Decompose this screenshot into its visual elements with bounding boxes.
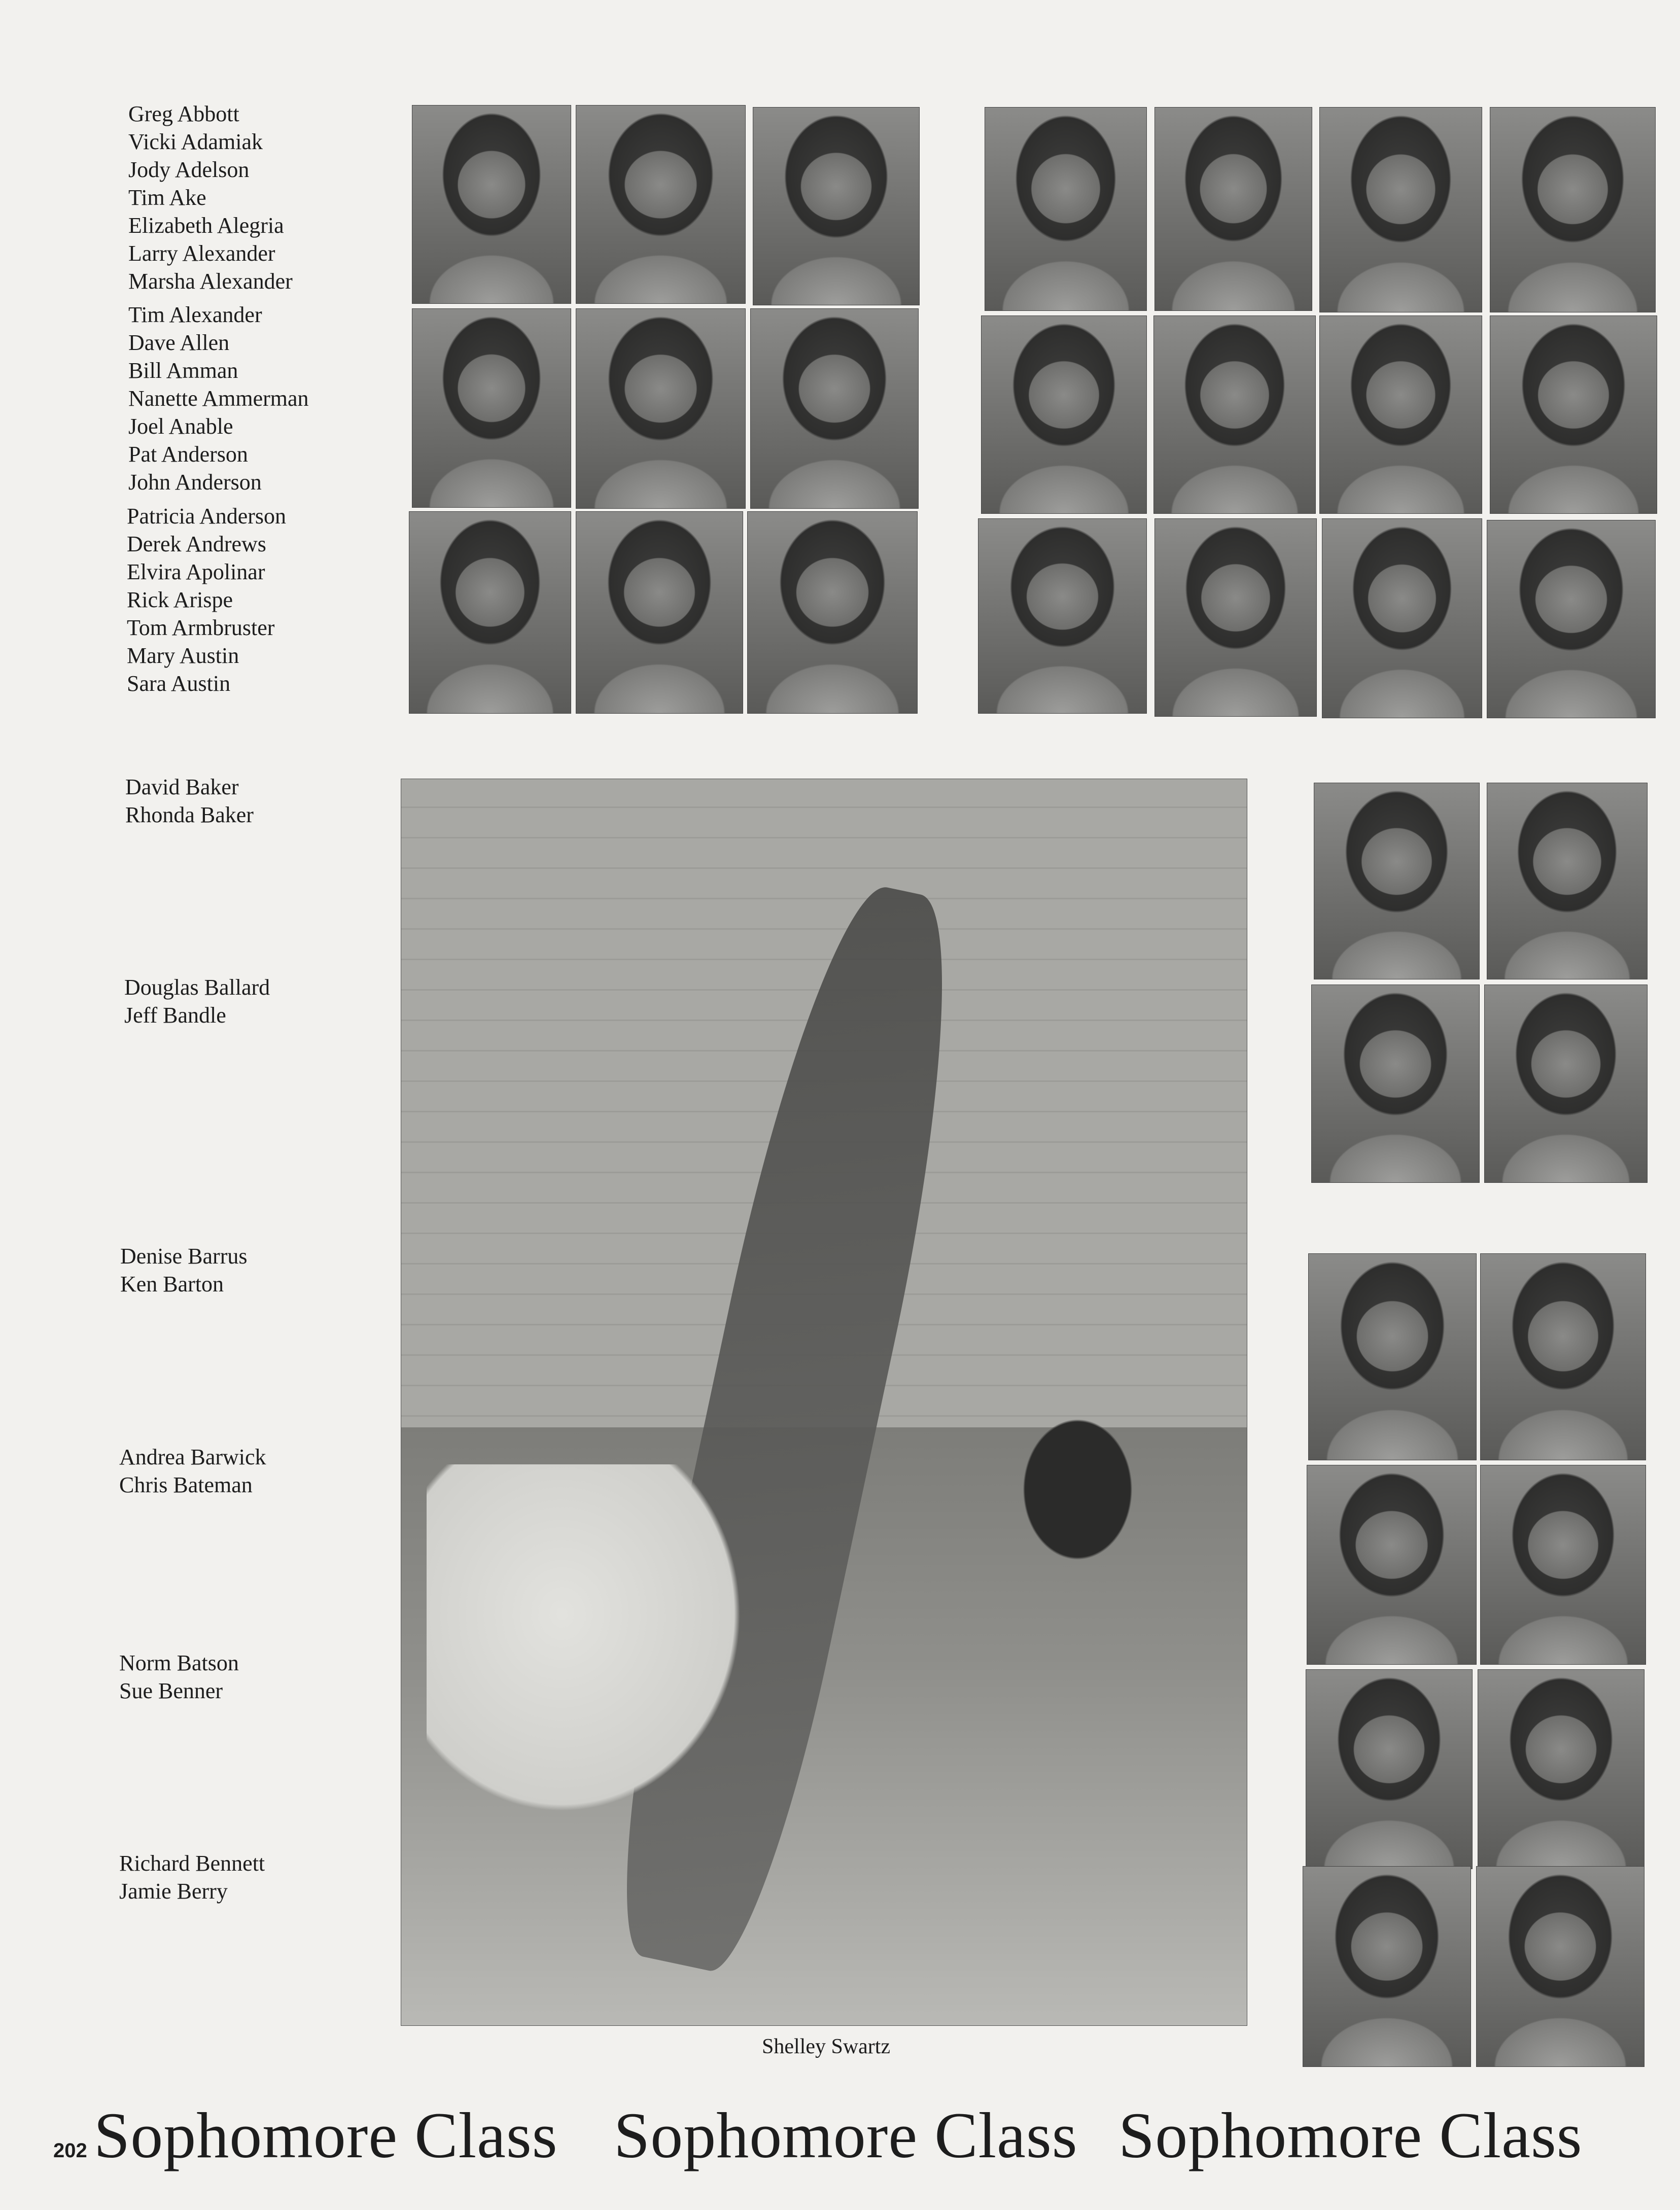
student-portrait (409, 511, 571, 714)
student-portrait (1480, 1253, 1646, 1460)
student-name: Denise Barrus (120, 1244, 248, 1269)
student-portrait (1490, 315, 1657, 514)
name-list-group-1 (128, 100, 293, 295)
section-title: Sophomore Class (1118, 2099, 1583, 2171)
student-name: Mary Austin (127, 643, 239, 668)
student-portrait (1487, 520, 1656, 718)
section-title: Sophomore Class (614, 2099, 1078, 2171)
student-name: Douglas Ballard (124, 975, 270, 1000)
student-portrait (1476, 1866, 1644, 2067)
student-name: Nanette Ammerman (128, 386, 309, 411)
student-portrait (1314, 783, 1480, 979)
student-portrait (576, 308, 746, 509)
student-portrait (1311, 985, 1480, 1183)
student-portrait (1154, 107, 1312, 311)
student-portrait (1303, 1866, 1471, 2067)
student-name: David Baker (125, 775, 239, 799)
student-name: John Anderson (128, 470, 262, 495)
student-name: Chris Bateman (119, 1472, 253, 1497)
student-portrait (576, 105, 746, 304)
name-list-group-3 (127, 502, 286, 697)
student-name: Richard Bennett (119, 1851, 265, 1876)
student-portrait (978, 518, 1147, 714)
student-portrait (1306, 1669, 1473, 1869)
name-list-group-6 (120, 1242, 248, 1298)
student-portrait (1478, 1669, 1644, 1869)
gymnast-leg (427, 1464, 765, 1838)
student-portrait (981, 315, 1147, 514)
student-name: Andrea Barwick (119, 1445, 266, 1469)
student-portrait (1484, 985, 1648, 1183)
page-number: 202 (53, 2139, 87, 2162)
name-list-group-8 (119, 1649, 239, 1705)
name-list-group-9 (119, 1849, 265, 1905)
student-name: Norm Batson (119, 1651, 239, 1675)
student-portrait (1480, 1465, 1646, 1665)
gymnast-feature-photo (401, 779, 1247, 2026)
name-list-group-5 (124, 973, 270, 1029)
student-name: Elvira Apolinar (127, 559, 265, 584)
student-name: Jody Adelson (128, 157, 250, 182)
student-name: Tim Ake (128, 185, 206, 210)
student-name: Derek Andrews (127, 532, 266, 556)
student-portrait (747, 511, 918, 714)
student-name: Greg Abbott (128, 101, 239, 126)
student-name: Sue Benner (119, 1678, 223, 1703)
student-portrait (1490, 107, 1656, 312)
student-name: Pat Anderson (128, 442, 248, 467)
student-portrait (1487, 783, 1648, 979)
gymnast-hair (1010, 1402, 1145, 1577)
student-name: Vicki Adamiak (128, 129, 263, 154)
student-name: Marsha Alexander (128, 269, 293, 294)
student-name: Elizabeth Alegria (128, 213, 284, 238)
student-name: Ken Barton (120, 1272, 224, 1296)
photo-caption: Shelley Swartz (762, 2035, 891, 2058)
student-name: Rick Arispe (127, 587, 233, 612)
student-name: Bill Amman (128, 358, 238, 383)
name-list-group-4 (125, 773, 254, 829)
student-portrait (1308, 1253, 1477, 1460)
student-name: Jeff Bandle (124, 1003, 226, 1028)
student-name: Sara Austin (127, 671, 231, 696)
name-list-group-7 (119, 1443, 266, 1499)
student-portrait (576, 511, 743, 714)
student-portrait (1319, 107, 1482, 312)
student-portrait (412, 105, 571, 304)
student-portrait (1153, 315, 1316, 514)
student-name: Tim Alexander (128, 302, 262, 327)
student-name: Dave Allen (128, 330, 230, 355)
student-portrait (1307, 1465, 1477, 1665)
student-portrait (1322, 518, 1482, 718)
student-name: Tom Armbruster (127, 615, 275, 640)
student-portrait (1319, 315, 1482, 514)
student-portrait (1154, 518, 1317, 717)
section-title: Sophomore Class (94, 2099, 558, 2171)
student-name: Patricia Anderson (127, 504, 287, 529)
student-name: Larry Alexander (128, 241, 275, 266)
student-portrait (412, 308, 571, 508)
student-name: Joel Anable (128, 414, 233, 439)
student-name: Rhonda Baker (125, 802, 254, 827)
student-name: Jamie Berry (119, 1879, 228, 1904)
student-portrait (750, 308, 919, 509)
student-portrait (753, 107, 920, 305)
name-list-group-2 (128, 301, 309, 496)
student-portrait (985, 107, 1147, 311)
